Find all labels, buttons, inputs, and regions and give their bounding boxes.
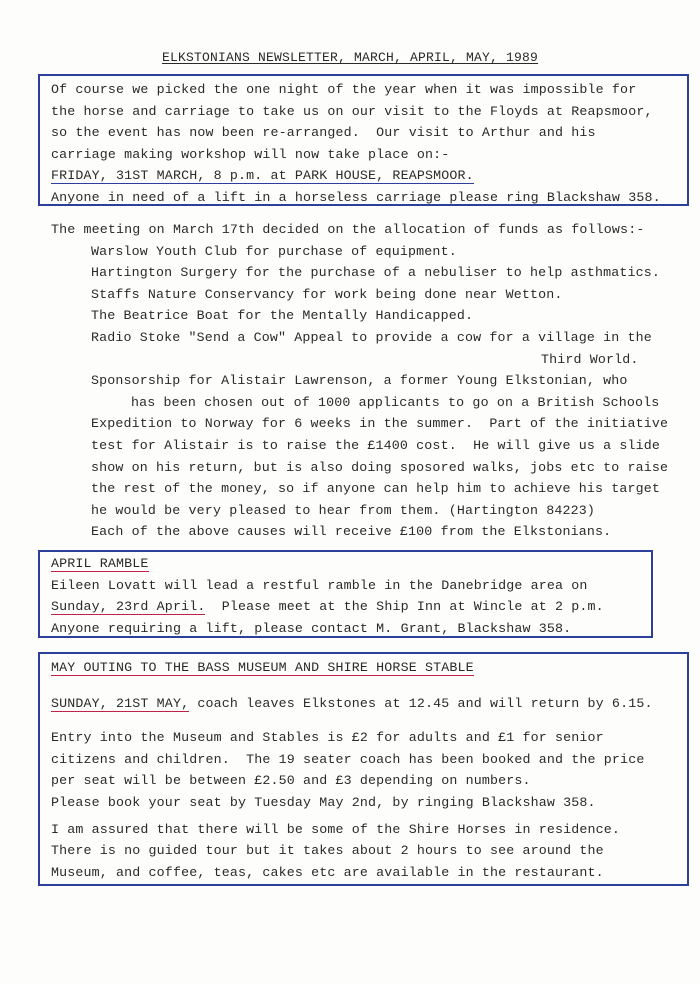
- funds-item: Staffs Nature Conservancy for work being done near Wetton.: [91, 286, 563, 302]
- visit-line: so the event has now been re-arranged. Our visit to Arthur and his: [51, 125, 596, 141]
- funds-section: [51, 219, 668, 543]
- sponsorship-line: show on his return, but is also doing sposored walks, jobs etc to raise: [91, 459, 669, 475]
- visit-line: Of course we picked the one night of the year when it was impossible for: [51, 82, 637, 97]
- outing-line: Please book your seat by Tuesday May 2nd, by ringing Blackshaw 358.: [51, 794, 596, 810]
- outing-line: per seat will be between £2.50 and £3 depending on numbers.: [51, 773, 531, 789]
- visit-event-details: FRIDAY, 31ST MARCH, 8 p.m. at PARK HOUSE, REAPSMOOR.: [51, 168, 474, 184]
- sponsorship-line: Sponsorship for Alistair Lawrenson, a former Young Elkstonian, who: [91, 373, 628, 389]
- visit-line: the horse and carriage to take us on our visit to the Floyds at Reapsmoor,: [51, 103, 653, 119]
- funds-closing: Each of the above causes will receive £100 from the Elkstonians.: [91, 524, 612, 540]
- page-title: ELKSTONIANS NEWSLETTER, MARCH, APRIL, MAY, 1989: [161, 50, 539, 65]
- visit-lift-line: Anyone in need of a lift in a horseless carriage please ring Blackshaw 358.: [51, 189, 661, 205]
- ramble-line: Anyone requiring a lift, please contact M. Grant, Blackshaw 358.: [51, 620, 572, 636]
- sponsorship-line: test for Alistair is to raise the £1400 cost. He will give us a slide: [91, 437, 661, 453]
- sponsorship-line: has been chosen out of 1000 applicants to go on a British Schools: [131, 394, 660, 410]
- outing-line: I am assured that there will be some of the Shire Horses in residence.: [51, 821, 621, 837]
- outing-line: Museum, and coffee, teas, cakes etc are available in the restaurant.: [51, 864, 604, 880]
- funds-item: Radio Stoke "Send a Cow" Appeal to provide a cow for a village in the: [91, 329, 652, 345]
- sponsorship-line: Expedition to Norway for 6 weeks in the summer. Part of the initiative: [91, 416, 669, 432]
- outing-text: [51, 657, 653, 883]
- funds-item: Hartington Surgery for the purchase of a nebuliser to help asthmatics.: [91, 265, 661, 281]
- sponsorship-line: he would be very pleased to hear from them. (Hartington 84223): [91, 502, 596, 518]
- visit-line: carriage making workshop will now take place on:-: [51, 146, 450, 162]
- outing-line: Entry into the Museum and Stables is £2 for adults and £1 for senior: [51, 730, 604, 746]
- funds-intro: The meeting on March 17th decided on the allocation of funds as follows:-: [51, 222, 645, 237]
- outing-line: coach leaves Elkstones at 12.45 and will return by 6.15.: [189, 695, 653, 711]
- sponsorship-line: the rest of the money, so if anyone can help him to achieve his target: [91, 481, 661, 497]
- outing-date: SUNDAY, 21ST MAY,: [51, 695, 190, 711]
- funds-item: Warslow Youth Club for purchase of equipment.: [91, 243, 457, 259]
- outing-line: citizens and children. The 19 seater coach has been booked and the price: [51, 751, 645, 767]
- outing-line: There is no guided tour but it takes about 2 hours to see around the: [51, 843, 604, 859]
- visit-text: [51, 79, 661, 209]
- ramble-text: [51, 553, 604, 639]
- ramble-heading: APRIL RAMBLE: [51, 556, 149, 571]
- funds-item-continuation: Third World.: [541, 351, 639, 367]
- ramble-line: Eileen Lovatt will lead a restful ramble in the Danebridge area on: [51, 577, 588, 593]
- funds-item: The Beatrice Boat for the Mentally Handicapped.: [91, 308, 474, 324]
- outing-heading: MAY OUTING TO THE BASS MUSEUM AND SHIRE HORSE STABLE: [51, 660, 474, 675]
- ramble-line: Please meet at the Ship Inn at Wincle at 2 p.m.: [205, 599, 604, 615]
- ramble-date: Sunday, 23rd April.: [51, 599, 206, 615]
